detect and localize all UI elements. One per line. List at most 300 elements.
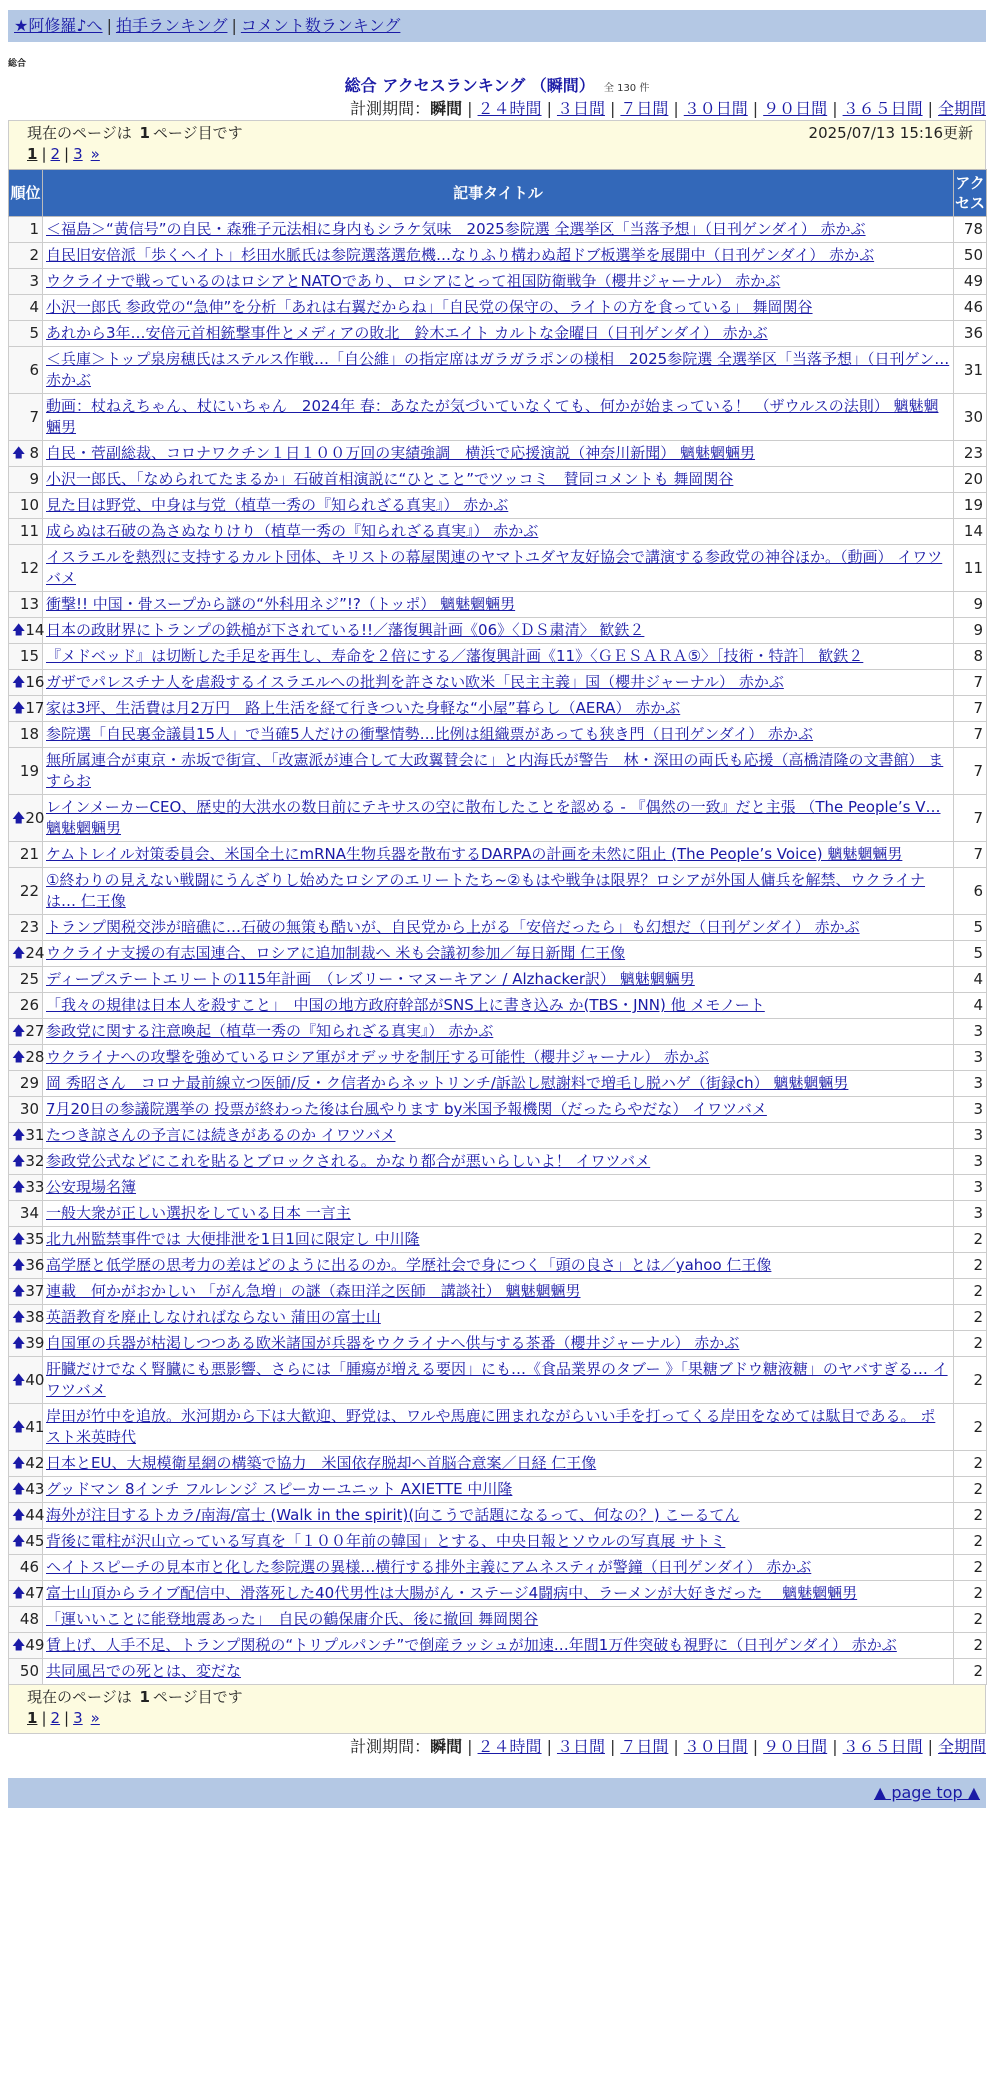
period-link-24h[interactable]: ２４時間 (477, 1737, 542, 1756)
article-link[interactable]: ケムトレイル対策委員会、米国全土にmRNA生物兵器を散布するDARPAの計画を未然に阻止 (The People’s Voice) 魑魅魍魎男 (46, 845, 903, 863)
article-link[interactable]: ＜兵庫＞トップ泉房穂氏はステルス作戦…「自公維」の指定席はガラガラポンの様相 2025参院選 全選挙区「当落予想」（日刊ゲン… 赤かぶ (46, 350, 950, 389)
access-count: 2 (954, 1451, 987, 1477)
rank-cell (9, 519, 43, 545)
rank-up-arrow-icon: 🡅 (12, 1508, 26, 1523)
table-row (9, 1227, 987, 1253)
ranking-table (8, 169, 987, 1685)
rank-up-arrow-icon: 🡅 (12, 1372, 26, 1388)
table-row (9, 217, 987, 243)
rank-up-arrow-icon: 🡅 (12, 675, 26, 690)
article-link[interactable]: 肝臓だけでなく腎臓にも悪影響、さらには「腫瘍が増える要因」にも…《食品業界のタブー 》「果糖ブドウ糖液糖」のヤバすぎる… イワツバメ (46, 1360, 948, 1399)
rank-cell (9, 696, 43, 722)
title-cell (43, 722, 954, 748)
article-link[interactable]: 日本の政財界にトランプの鉄槌が下されている!!／藩復興計画《06》〈ＤＳ粛清〉 歓鉄２ (46, 621, 645, 639)
article-link[interactable]: トランプ関税交渉が暗礁に…石破の無策も酷いが、自民党から上がる「安倍だったら」も幻想だ（日刊ゲンダイ） 赤かぶ (46, 918, 860, 936)
rank-up-arrow-icon: 🡅 (12, 701, 26, 716)
rank-up-arrow-icon: 🡅 (12, 1336, 26, 1351)
access-count: 2 (954, 1659, 987, 1685)
rank-number: 6 (29, 360, 39, 379)
article-link[interactable]: 衝撃!! 中国・骨スープから謎の“外科用ネジ”!?（トッポ） 魑魅魍魎男 (46, 595, 516, 613)
pager-page-1: 1 (27, 1709, 38, 1727)
rank-number: 17 (25, 699, 45, 717)
table-row (9, 1477, 987, 1503)
title-cell (43, 493, 954, 519)
rank-number: 12 (19, 558, 39, 577)
article-link[interactable]: ＜福島＞“黄信号”の自民・森雅子元法相に身内もシラケ気味 2025参院選 全選挙区「当落予想」（日刊ゲンダイ） 赤かぶ (46, 220, 866, 238)
article-link[interactable]: ウクライナへの攻撃を強めているロシア軍がオデッサを制圧する可能性（櫻井ジャーナル） 赤かぶ (46, 1048, 709, 1066)
title-cell (43, 644, 954, 670)
rank-number: 20 (25, 808, 45, 827)
table-row (9, 795, 987, 842)
rank-number: 11 (19, 522, 39, 540)
article-link[interactable]: 参政党公式などにこれを貼るとブロックされる。かなり都合が悪いらしいよ！ イワツバメ (46, 1152, 651, 1170)
title-cell (43, 941, 954, 967)
table-row (9, 696, 987, 722)
period-link-3d[interactable]: ３日間 (556, 1737, 605, 1756)
title-cell (43, 1633, 954, 1659)
access-count: 2 (954, 1633, 987, 1659)
table-row (9, 1633, 987, 1659)
access-count: 3 (954, 1097, 987, 1123)
period-link-90d[interactable]: ９０日間 (763, 1737, 828, 1756)
column-header-title: 記事タイトル (43, 170, 954, 217)
rank-cell (9, 592, 43, 618)
rank-cell (9, 993, 43, 1019)
rank-up-arrow-icon: 🡅 (12, 1128, 26, 1143)
rank-up-arrow-icon: 🡅 (12, 810, 26, 826)
article-link[interactable]: 成らぬは石破の為さぬなりけり（植草一秀の『知られざる真実』） 赤かぶ (46, 522, 539, 540)
table-row (9, 347, 987, 394)
rank-number: 42 (25, 1454, 45, 1472)
access-count: 7 (954, 748, 987, 795)
table-row (9, 467, 987, 493)
title-cell (43, 670, 954, 696)
rank-up-arrow-icon: 🡅 (12, 1232, 26, 1247)
pager-next[interactable]: » (90, 145, 100, 163)
article-link[interactable]: 『メドベッド』は切断した手足を再生し、寿命を２倍にする／藩復興計画《11》〈ＧＥＳＡＲＡ⑤〉［技術・特許］ 歓鉄２ (46, 647, 864, 665)
article-link[interactable]: 「我々の規律は日本人を殺すこと」 中国の地方政府幹部がSNS上に書き込み か(TBS・JNN) 他 メモノート (46, 996, 765, 1014)
rank-number: 28 (25, 1048, 45, 1066)
title-cell (43, 1555, 954, 1581)
access-count: 7 (954, 795, 987, 842)
period-link-7d[interactable]: ７日間 (620, 1737, 669, 1756)
article-link[interactable]: 高学歴と低学歴の思考力の差はどのように出るのか。学歴社会で身につく「頭の良さ」とは／yahoo 仁王像 (46, 1256, 772, 1274)
total-count: 全 130 件 (603, 83, 650, 94)
rank-number: 2 (29, 246, 39, 264)
rank-number: 36 (25, 1256, 45, 1274)
rank-cell (9, 467, 43, 493)
period-selector-bottom: 計測期間：瞬間 | ２４時間 | ３日間 | ７日間 | ３０日間 | ９０日間 | ３６５日間 | 全期間 (350, 1737, 986, 1756)
rank-number: 30 (19, 1100, 39, 1118)
access-count: 3 (954, 1045, 987, 1071)
table-row (9, 545, 987, 592)
rank-up-arrow-icon: 🡅 (12, 1534, 26, 1549)
table-row (9, 618, 987, 644)
rank-up-arrow-icon: 🡅 (12, 1024, 26, 1039)
rank-number: 7 (29, 407, 39, 426)
rank-up-arrow-icon: 🡅 (12, 1258, 26, 1273)
table-row (9, 1175, 987, 1201)
rank-cell (9, 1279, 43, 1305)
title-cell (43, 394, 954, 441)
article-link[interactable]: 家は3坪、生活費は月2万円 路上生活を経て行きついた身軽な“小屋”暮らし（AERA） 赤かぶ (46, 699, 681, 717)
article-link[interactable]: レインメーカーCEO、歴史的大洪水の数日前にテキサスの空に散布したことを認める - 『偶然の一致』だと主張 （The People’s V… 魑魅魍魎男 (46, 798, 941, 837)
access-count: 46 (954, 295, 987, 321)
rank-cell (9, 1175, 43, 1201)
page-top-link[interactable]: ▲ page top ▲ (873, 1783, 980, 1802)
rank-number: 27 (25, 1022, 45, 1040)
article-link[interactable]: 7月20日の参議院選挙の 投票が終わった後は台風やります by米国予報機関（だったらやだな） イワツバメ (46, 1100, 767, 1118)
article-link[interactable]: 無所属連合が東京・赤坂で街宣、「改憲派が連合して大政翼賛会に」と内海氏が警告 林・深田の両氏も応援（高橋清隆の文書館） ますらお (46, 751, 944, 790)
access-count: 20 (954, 467, 987, 493)
article-link[interactable]: ガザでパレスチナ人を虐殺するイスラエルへの批判を許さない欧米「民主主義」国（櫻井ジャーナル） 赤かぶ (46, 673, 784, 691)
rank-number: 1 (29, 220, 39, 238)
period-link-24h[interactable]: ２４時間 (477, 99, 542, 118)
table-row (9, 1201, 987, 1227)
access-count: 2 (954, 1404, 987, 1451)
article-link[interactable]: イスラエルを熱烈に支持するカルト団体、キリストの幕屋関連のヤマトユダヤ友好協会で講演する参政党の神谷ほか。（動画） イワツバメ (46, 548, 943, 587)
rank-cell (9, 941, 43, 967)
rank-up-arrow-icon: 🡅 (12, 1050, 26, 1065)
access-count: 7 (954, 842, 987, 868)
article-link[interactable]: 富士山頂からライブ配信中、滑落死した40代男性は大腸がん・ステージ4闘病中、ラーメンが大好きだった 魑魅魍魎男 (46, 1584, 858, 1602)
table-row (9, 519, 987, 545)
rank-cell (9, 748, 43, 795)
rank-cell (9, 1149, 43, 1175)
title-cell (43, 1071, 954, 1097)
access-count: 2 (954, 1253, 987, 1279)
page-info-text: 現在のページは 1 ページ目です (27, 1688, 243, 1706)
rank-number: 48 (19, 1610, 39, 1628)
access-count: 19 (954, 493, 987, 519)
article-link[interactable]: ①終わりの見えない戦闘にうんざりし始めたロシアのエリートたち~②もはや戦争は限界？ロシアが外国人傭兵を解禁、ウクライナは… 仁王像 (46, 871, 926, 910)
updated-time: 2025/07/13 15:16更新 (808, 124, 973, 142)
table-row (9, 842, 987, 868)
period-link-90d[interactable]: ９０日間 (763, 99, 828, 118)
article-link[interactable]: グッドマン 8インチ フルレンジ スピーカーユニット AXIETTE 中川隆 (46, 1480, 513, 1498)
title-cell (43, 1451, 954, 1477)
pager-page-1: 1 (27, 145, 38, 163)
article-link[interactable]: 自国軍の兵器が枯渇しつつある欧米諸国が兵器をウクライナへ供与する茶番（櫻井ジャーナル） 赤かぶ (46, 1334, 740, 1352)
title-cell (43, 1331, 954, 1357)
rank-number: 41 (25, 1417, 45, 1436)
access-count: 3 (954, 1071, 987, 1097)
access-count: 49 (954, 269, 987, 295)
table-row (9, 1019, 987, 1045)
rank-number: 50 (19, 1662, 39, 1680)
rank-cell (9, 967, 43, 993)
rank-cell (9, 1404, 43, 1451)
article-link[interactable]: 動画：杖ねえちゃん、杖にいちゃん 2024年 春：あなたが気づいていなくても、何かが始まっている！ （ザウルスの法則） 魑魅魍魎男 (46, 397, 939, 436)
title-cell (43, 795, 954, 842)
access-count: 2 (954, 1477, 987, 1503)
access-count: 4 (954, 993, 987, 1019)
rank-cell (9, 1331, 43, 1357)
rank-up-arrow-icon: 🡅 (12, 446, 26, 461)
access-count: 9 (954, 592, 987, 618)
title-cell (43, 1175, 954, 1201)
title-cell (43, 1607, 954, 1633)
rank-number: 34 (19, 1204, 39, 1222)
rank-cell (9, 321, 43, 347)
access-count: 36 (954, 321, 987, 347)
period-link-all[interactable]: 全期間 (937, 99, 986, 118)
rank-up-arrow-icon: 🡅 (12, 1154, 26, 1169)
title-cell (43, 618, 954, 644)
access-count: 5 (954, 915, 987, 941)
pager-page-3[interactable]: 3 (73, 1709, 83, 1727)
rank-cell (9, 394, 43, 441)
clap-ranking-link[interactable]: 拍手ランキング (115, 16, 228, 35)
comment-ranking-link[interactable]: コメント数ランキング (240, 16, 401, 35)
access-count: 2 (954, 1581, 987, 1607)
rank-up-arrow-icon: 🡅 (12, 1638, 26, 1653)
title-cell (43, 1477, 954, 1503)
article-link[interactable]: 共同風呂での死とは、変だな (46, 1662, 242, 1680)
table-row (9, 321, 987, 347)
rank-number: 18 (19, 725, 39, 743)
table-row (9, 670, 987, 696)
rank-cell (9, 1305, 43, 1331)
table-row (9, 993, 987, 1019)
rank-number: 15 (19, 647, 39, 665)
title-cell (43, 1045, 954, 1071)
article-link[interactable]: たつき諒さんの予言には続きがあるのか イワツバメ (46, 1126, 396, 1144)
rank-number: 49 (25, 1636, 45, 1654)
title-cell (43, 441, 954, 467)
rank-cell (9, 618, 43, 644)
title-cell (43, 467, 954, 493)
table-row (9, 967, 987, 993)
access-count: 3 (954, 1201, 987, 1227)
table-row (9, 1581, 987, 1607)
article-link[interactable]: 参政党に関する注意喚起（植草一秀の『知られざる真実』） 赤かぶ (46, 1022, 494, 1040)
article-link[interactable]: ヘイトスピーチの見本市と化した参院選の異様…横行する排外主義にアムネスティが警鐘（日刊ゲンダイ） 赤かぶ (46, 1558, 812, 1576)
period-link-all[interactable]: 全期間 (937, 1737, 986, 1756)
home-link[interactable]: ★阿修羅♪へ (14, 16, 103, 35)
article-link[interactable]: 公安現場名簿 (46, 1178, 137, 1196)
article-link[interactable]: 岡 秀昭さん コロナ最前線立つ医師/反・ク信者からネットリンチ/訴訟し慰謝料で増毛し脱ハゲ（街録ch） 魑魅魍魎男 (46, 1074, 849, 1092)
nav-separator: | (231, 16, 237, 35)
rank-number: 19 (19, 761, 39, 780)
title-cell (43, 842, 954, 868)
article-link[interactable]: 連載 何かがおかしい 「がん急増」の謎（森田洋之医師 講談社） 魑魅魍魎男 (46, 1282, 581, 1300)
rank-number: 26 (19, 996, 39, 1014)
table-row (9, 1555, 987, 1581)
access-count: 6 (954, 868, 987, 915)
article-link[interactable]: あれから3年…安倍元首相銃撃事件とメディアの敗北 鈴木エイト カルトな金曜日（日刊ゲンダイ） 赤かぶ (46, 324, 768, 342)
top-nav-bar (8, 10, 986, 42)
pager-next[interactable]: » (90, 1709, 100, 1727)
access-count: 23 (954, 441, 987, 467)
table-row (9, 722, 987, 748)
rank-cell (9, 217, 43, 243)
pager-page-3[interactable]: 3 (73, 145, 83, 163)
access-count: 2 (954, 1503, 987, 1529)
access-count: 11 (954, 545, 987, 592)
rank-cell (9, 1659, 43, 1685)
access-count: 30 (954, 394, 987, 441)
table-row (9, 644, 987, 670)
rank-up-arrow-icon: 🡅 (12, 1419, 26, 1435)
rank-up-arrow-icon: 🡅 (12, 1284, 26, 1299)
rank-number: 16 (25, 673, 45, 691)
access-count: 9 (954, 618, 987, 644)
rank-up-arrow-icon: 🡅 (12, 1586, 26, 1601)
access-count: 2 (954, 1555, 987, 1581)
title-cell (43, 592, 954, 618)
access-count: 3 (954, 1019, 987, 1045)
title-cell (43, 915, 954, 941)
period-link-365d[interactable]: ３６５日間 (842, 1737, 923, 1756)
rank-cell (9, 1503, 43, 1529)
article-link[interactable]: 自民・菅副総裁、コロナワクチン１日１００万回の実績強調 横浜で応援演説（神奈川新聞） 魑魅魍魎男 (46, 444, 756, 462)
title-cell (43, 993, 954, 1019)
rank-cell (9, 915, 43, 941)
article-link[interactable]: 日本とEU、大規模衛星網の構築で協力 米国依存脱却へ首脳合意案／日経 仁王像 (46, 1454, 597, 1472)
access-count: 2 (954, 1331, 987, 1357)
page-info-top (8, 120, 986, 169)
period-link-30d[interactable]: ３０日間 (683, 1737, 748, 1756)
pager-page-2[interactable]: 2 (50, 1709, 61, 1727)
title-cell (43, 217, 954, 243)
rank-number: 31 (25, 1126, 45, 1144)
rank-up-arrow-icon: 🡅 (12, 1310, 26, 1325)
pager-bottom: 1 | 2 | 3 » (27, 1709, 100, 1727)
access-count: 50 (954, 243, 987, 269)
article-link[interactable]: ウクライナで戦っているのはロシアとNATOであり、ロシアにとって祖国防衛戦争（櫻井ジャーナル） 赤かぶ (46, 272, 781, 290)
rank-number: 4 (29, 298, 39, 316)
article-link[interactable]: 海外が注目するトカラ/南海/富士 (Walk in the spirit)(向こうで話題になるって、何なの？) こーるてん (46, 1506, 740, 1524)
access-count: 7 (954, 696, 987, 722)
title-cell (43, 1201, 954, 1227)
rank-number: 45 (25, 1532, 45, 1550)
rank-number: 21 (19, 845, 39, 863)
ranking-rows (9, 217, 987, 1685)
article-link[interactable]: ディープステートエリートの115年計画 （レズリー・マヌーキアン / Alzhacker訳） 魑魅魍魎男 (46, 970, 695, 988)
article-link[interactable]: 見た目は野党、中身は与党（植草一秀の『知られざる真実』） 赤かぶ (46, 496, 509, 514)
article-link[interactable]: 自民旧安倍派「歩くヘイト」杉田水脈氏は参院選落選危機…なりふり構わぬ超ドブ板選挙を展開中（日刊ゲンダイ） 赤かぶ (46, 246, 875, 264)
table-row (9, 748, 987, 795)
table-row (9, 1097, 987, 1123)
table-row (9, 243, 987, 269)
rank-cell (9, 1045, 43, 1071)
article-link[interactable]: 小沢一郎氏 参政党の“急伸”を分析「あれは右翼だからね」「自民党の保守の、ライトの方を食っている」 舞岡関谷 (46, 298, 813, 316)
pager-page-2[interactable]: 2 (50, 145, 61, 163)
table-row (9, 1529, 987, 1555)
rank-number: 10 (19, 496, 39, 514)
column-header-access: アクセス (954, 170, 987, 217)
title-cell (43, 1097, 954, 1123)
rank-cell (9, 1253, 43, 1279)
title-cell (43, 295, 954, 321)
article-link[interactable]: 背後に電柱が沢山立っている写真を「１００年前の韓国」とする、中央日報とソウルの写真展 サトミ (46, 1532, 726, 1550)
rank-number: 25 (19, 970, 39, 988)
title-cell (43, 1253, 954, 1279)
rank-number: 39 (25, 1334, 45, 1352)
period-link-7d[interactable]: ７日間 (620, 99, 669, 118)
access-count: 5 (954, 941, 987, 967)
table-row (9, 295, 987, 321)
title-cell (43, 1529, 954, 1555)
access-count: 7 (954, 722, 987, 748)
rank-cell (9, 295, 43, 321)
table-row (9, 1123, 987, 1149)
period-link-30d[interactable]: ３０日間 (683, 99, 748, 118)
article-link[interactable]: 英語教育を廃止しなければならない 蒲田の富士山 (46, 1308, 381, 1326)
rank-number: 23 (19, 918, 39, 936)
page-info-text: 現在のページは 1 ページ目です (27, 124, 243, 142)
article-link[interactable]: 小沢一郎氏、「なめられてたまるか」石破首相演説に“ひとこと”でツッコミ 賛同コメントも 舞岡関谷 (46, 470, 734, 488)
rank-cell (9, 842, 43, 868)
rank-cell (9, 1097, 43, 1123)
rank-cell (9, 1227, 43, 1253)
rank-cell (9, 1607, 43, 1633)
table-row (9, 1357, 987, 1404)
access-count: 2 (954, 1227, 987, 1253)
rank-number: 3 (29, 272, 39, 290)
rank-number: 22 (19, 881, 39, 900)
title-cell (43, 696, 954, 722)
rank-number: 14 (25, 621, 45, 639)
table-row (9, 1149, 987, 1175)
article-link[interactable]: 北九州監禁事件では 大便排泄を1日1回に限定し 中川隆 (46, 1230, 420, 1248)
title-cell (43, 1305, 954, 1331)
table-row (9, 868, 987, 915)
title-cell (43, 1659, 954, 1685)
access-count: 8 (954, 644, 987, 670)
article-link[interactable]: ウクライナ支援の有志国連合、ロシアに追加制裁へ 米も会議初参加／毎日新聞 仁王像 (46, 944, 626, 962)
table-row (9, 1305, 987, 1331)
title-cell (43, 321, 954, 347)
rank-cell (9, 644, 43, 670)
rank-number: 13 (19, 595, 39, 613)
table-row (9, 394, 987, 441)
pager-top: 1 | 2 | 3 » (27, 145, 100, 163)
article-link[interactable]: 岸田が竹中を追放。氷河期から下は大歓迎、野党は、ワルや馬鹿に囲まれながらいい手を打ってくる岸田をなめては駄目である。 ポスト米英時代 (46, 1407, 936, 1446)
access-count: 4 (954, 967, 987, 993)
table-row (9, 1659, 987, 1685)
rank-cell (9, 269, 43, 295)
table-row (9, 1607, 987, 1633)
title-cell (43, 1404, 954, 1451)
rank-cell (9, 1123, 43, 1149)
rank-up-arrow-icon: 🡅 (12, 1180, 26, 1195)
period-link-3d[interactable]: ３日間 (556, 99, 605, 118)
period-link-365d[interactable]: ３６５日間 (842, 99, 923, 118)
rank-cell (9, 1581, 43, 1607)
article-link[interactable]: 「運いいことに能登地震あった」 自民の鶴保庸介氏、後に撤回 舞岡関谷 (46, 1610, 539, 1628)
title-cell (43, 1581, 954, 1607)
table-row (9, 1071, 987, 1097)
title-cell (43, 1227, 954, 1253)
rank-number: 33 (25, 1178, 45, 1196)
article-link[interactable]: 賃上げ、人手不足、トランプ関税の“トリプルパンチ”で倒産ラッシュが加速…年間1万件突破も視野に（日刊ゲンダイ） 赤かぶ (46, 1636, 897, 1654)
article-link[interactable]: 一般大衆が正しい選択をしている日本 一言主 (46, 1204, 351, 1222)
table-row (9, 1045, 987, 1071)
title-cell (43, 347, 954, 394)
title-cell (43, 545, 954, 592)
rank-cell (9, 670, 43, 696)
page-heading (0, 73, 994, 96)
rank-cell (9, 1633, 43, 1659)
access-count: 2 (954, 1279, 987, 1305)
title-cell (43, 1503, 954, 1529)
title-cell (43, 1357, 954, 1404)
access-count: 78 (954, 217, 987, 243)
access-count: 2 (954, 1529, 987, 1555)
article-link[interactable]: 参院選「自民裏金議員15人」で当確5人だけの衝撃情勢…比例は組織票があっても狭き門（日刊ゲンダイ） 赤かぶ (46, 725, 814, 743)
